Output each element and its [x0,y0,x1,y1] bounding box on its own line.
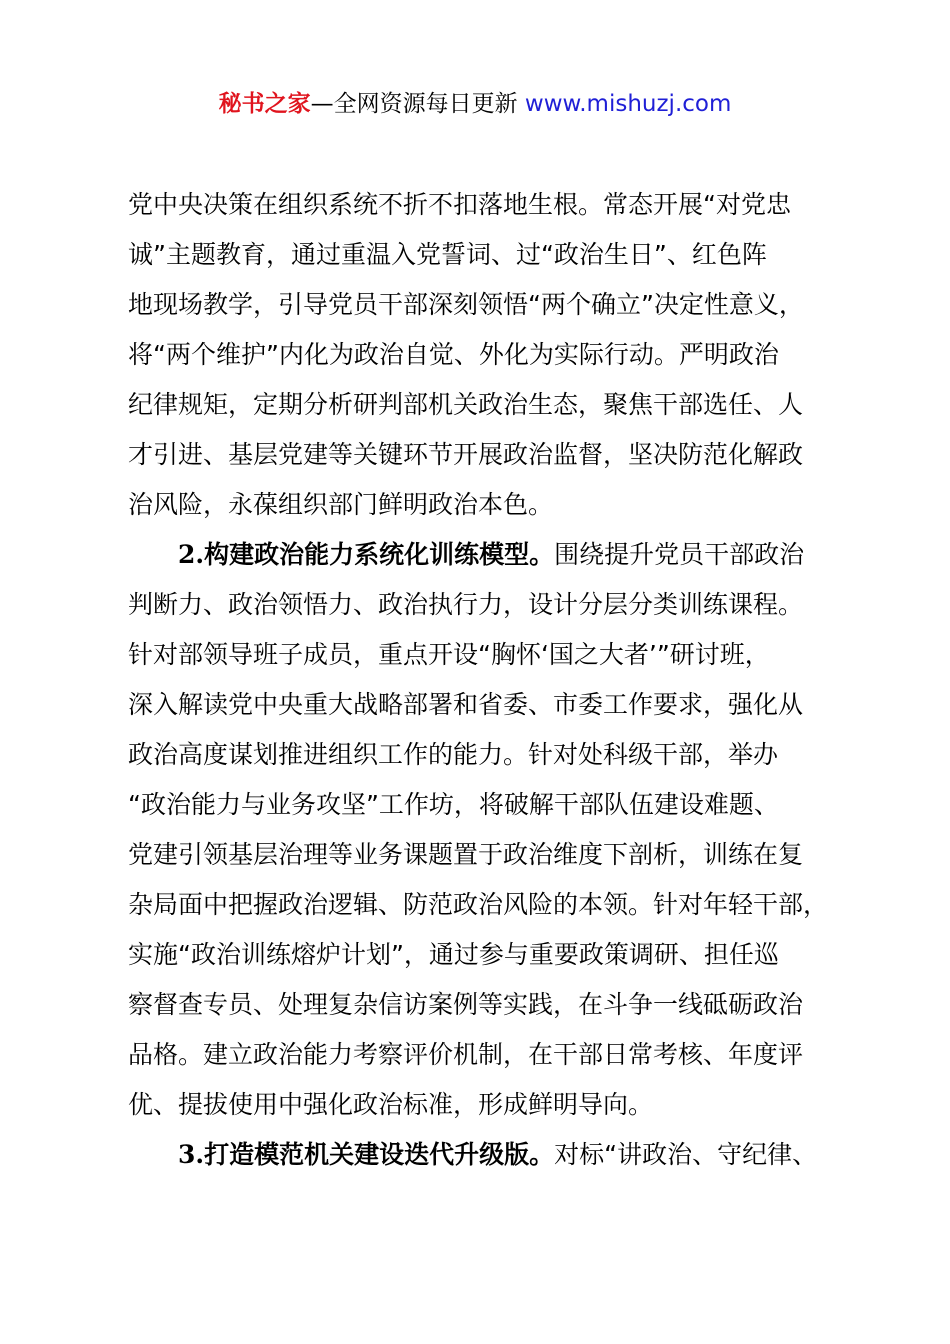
section-3-heading: 打造模范机关建设迭代升级版。 [204,1140,555,1169]
body-line: “政治能力与业务攻坚”工作坊，将破解干部队伍建设难题、 [128,790,779,819]
brand-name: 秘书之家 [218,91,311,117]
document-body [128,180,828,1180]
header-url[interactable]: www.mishuzj.com [524,91,732,117]
section-2-heading: 构建政治能力系统化训练模型。 [204,540,555,569]
body-line: 针对部领导班子成员，重点开设“胸怀‘国之大者’”研讨班， [128,640,770,669]
body-line: 杂局面中把握政治逻辑、防范政治风险的本领。针对年轻干部， [128,890,829,919]
body-line: 政治高度谋划推进组织工作的能力。针对处科级干部，举办 [128,740,779,769]
body-line: 诚”主题教育，通过重温入党誓词、过“政治生日”、红色阵 [128,240,767,269]
body-line: 实施“政治训练熔炉计划”，通过参与重要政策调研、担任巡 [128,940,779,969]
body-line: 纪律规矩，定期分析研判部机关政治生态，聚焦干部选任、人 [128,390,804,419]
section-3-number: 3. [178,1140,205,1169]
body-line: 党中央决策在组织系统不折不扣落地生根。常态开展“对党忠 [128,190,791,219]
section-3-first-line-text: 对标“讲政治、守纪律、 [554,1140,818,1169]
body-line: 察督查专员、处理复杂信访案例等实践，在斗争一线砥砺政治 [128,990,804,1019]
body-line: 判断力、政治领悟力、政治执行力，设计分层分类训练课程。 [128,590,804,619]
section-2-number: 2. [178,540,205,569]
section-2-first-line-text: 围绕提升党员干部政治 [554,540,805,569]
body-line: 将“两个维护”内化为政治自觉、外化为实际行动。严明政治 [128,340,779,369]
section-3-first-line [128,1130,828,1180]
body-line: 地现场教学，引导党员干部深刻领悟“两个确立”决定性意义， [128,290,804,319]
body-line: 品格。建立政治能力考察评价机制，在干部日常考核、年度评 [128,1040,804,1069]
header-tagline: —全网资源每日更新 [310,91,525,117]
body-line: 才引进、基层党建等关键环节开展政治监督，坚决防范化解政 [128,440,804,469]
page-header [0,88,950,120]
body-line: 深入解读党中央重大战略部署和省委、市委工作要求，强化从 [128,690,804,719]
body-line: 党建引领基层治理等业务课题置于政治维度下剖析，训练在复 [128,840,804,869]
section-2-first-line [128,530,828,580]
body-line: 优、提拔使用中强化政治标准，形成鲜明导向。 [128,1090,654,1119]
body-line: 治风险，永葆组织部门鲜明政治本色。 [128,490,554,519]
